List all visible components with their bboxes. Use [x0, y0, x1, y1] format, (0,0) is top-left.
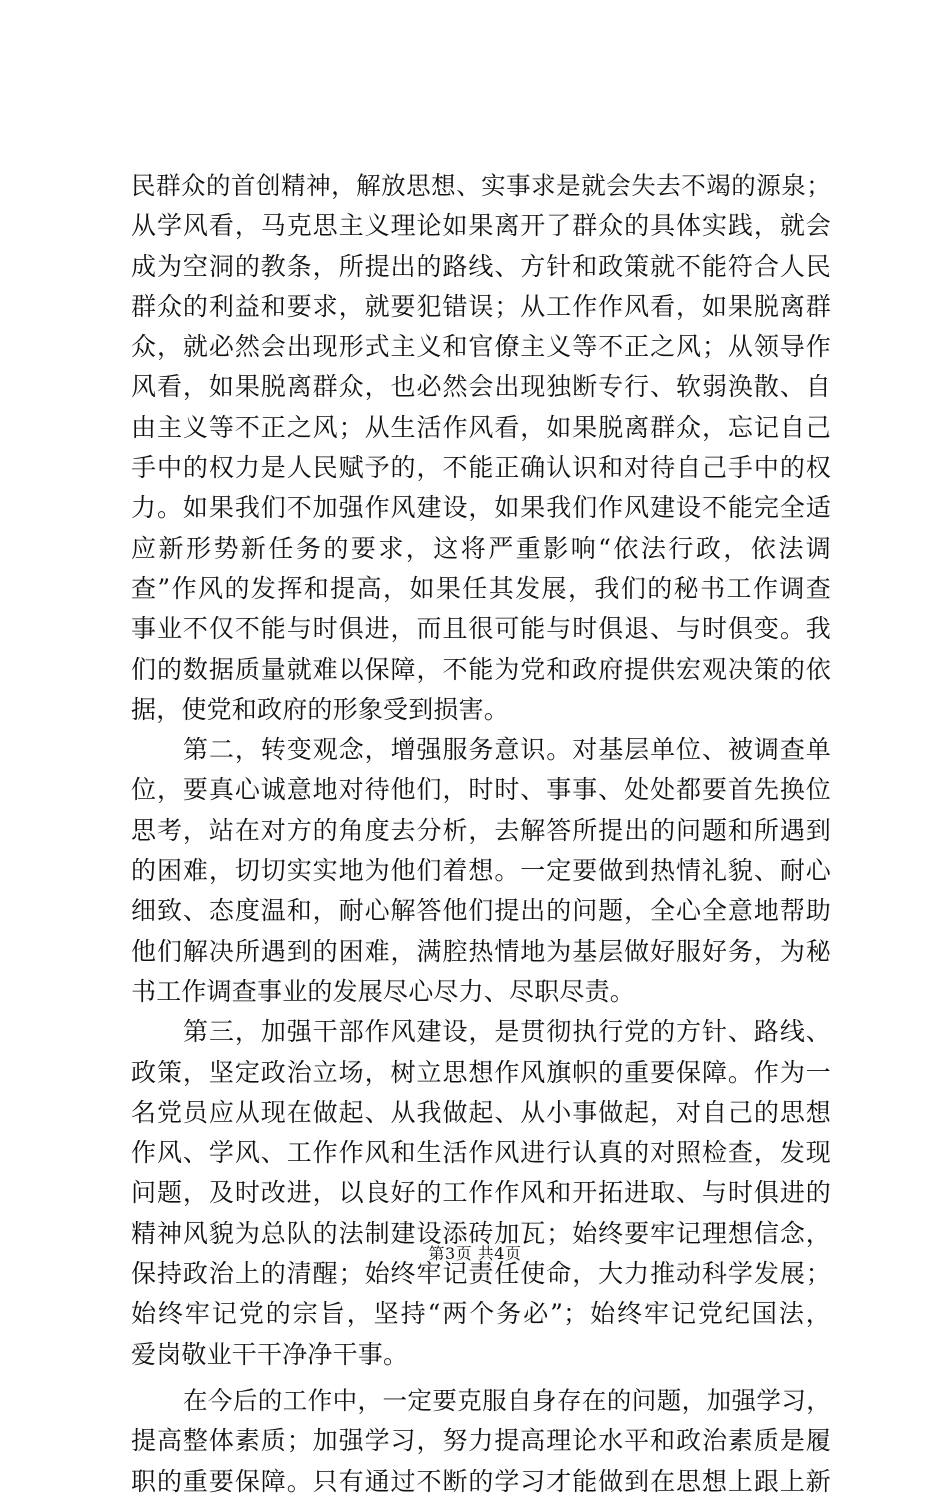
page-footer: [0, 1243, 950, 1265]
text-line: 查”作风的发挥和提高，如果任其发展，我们的秘书工作调查: [131, 573, 831, 603]
text-line: 爱岗敬业干干净净干事。: [131, 1339, 409, 1369]
text-line: 书工作调查事业的发展尽心尽力、尽职尽责。: [131, 976, 636, 1006]
text-line: 他们解决所遇到的困难，满腔热情地为基层做好服好务，为秘: [131, 936, 831, 966]
text-line: 作风、学风、工作作风和生活作风进行认真的对照检查，发现: [131, 1138, 831, 1168]
text-line: 在今后的工作中，一定要克服自身存在的问题，加强学习，: [183, 1385, 831, 1415]
text-line: 民群众的首创精神，解放思想、实事求是就会失去不竭的源泉；: [131, 171, 831, 200]
text-line: 精神风貌为总队的法制建设添砖加瓦；始终要牢记理想信念，: [131, 1218, 831, 1248]
text-line: 众，就必然会出现形式主义和官僚主义等不正之风；从领导作: [131, 332, 831, 362]
text-line: 位，要真心诚意地对待他们，时时、事事、处处都要首先换位: [131, 775, 831, 805]
text-line: 始终牢记党的宗旨，坚持“两个务必”；始终牢记党纪国法，: [131, 1299, 831, 1329]
paragraph-3: [131, 1012, 831, 1375]
page-number: 第3页 共4页: [428, 1244, 522, 1263]
text-line: 名党员应从现在做起、从我做起、从小事做起，对自己的思想: [131, 1097, 831, 1127]
text-line: 提高整体素质；加强学习，努力提高理论水平和政治素质是履: [131, 1426, 831, 1456]
text-line: 细致、态度温和，耐心解答他们提出的问题，全心全意地帮助: [131, 896, 831, 926]
text-line: 们的数据质量就难以保障，不能为党和政府提供宏观决策的依: [131, 654, 831, 684]
text-line: 应新形势新任务的要求，这将严重影响“依法行政，依法调: [131, 533, 831, 563]
text-line: 保持政治上的清醒；始终牢记责任使命，大力推动科学发展；: [131, 1259, 831, 1289]
text-line: 第二，转变观念，增强服务意识。对基层单位、被调查单: [183, 735, 831, 765]
text-line: 成为空洞的教条，所提出的路线、方针和政策就不能符合人民: [131, 251, 831, 281]
text-line: 事业不仅不能与时俱进，而且很可能与时俱退、与时俱变。我: [131, 614, 831, 644]
text-line: 据，使党和政府的形象受到损害。: [131, 694, 510, 724]
text-line: 力。如果我们不加强作风建设，如果我们作风建设不能完全适: [131, 493, 831, 523]
text-line: 问题，及时改进，以良好的工作作风和开拓进取、与时俱进的: [131, 1178, 831, 1208]
text-line: 风看，如果脱离群众，也必然会出现独断专行、软弱涣散、自: [131, 372, 831, 402]
text-line: 思考，站在对方的角度去分析，去解答所提出的问题和所遇到: [131, 815, 831, 845]
paragraph-1: [131, 166, 831, 730]
paragraph-4: [131, 1381, 831, 1502]
text-line: 政策，坚定政治立场，树立思想作风旗帜的重要保障。作为一: [131, 1057, 831, 1087]
text-line: 群众的利益和要求，就要犯错误；从工作作风看，如果脱离群: [131, 291, 831, 321]
body-text: [131, 166, 831, 1502]
text-line: 由主义等不正之风；从生活作风看，如果脱离群众，忘记自己: [131, 412, 831, 442]
text-line: 的困难，切切实实地为他们着想。一定要做到热情礼貌、耐心: [131, 856, 831, 886]
text-line: 从学风看，马克思主义理论如果离开了群众的具体实践，就会: [131, 211, 831, 241]
text-line: 职的重要保障。只有通过不断的学习才能做到在思想上跟上新: [131, 1466, 831, 1496]
paragraph-2: [131, 730, 831, 1012]
text-line: 第三，加强干部作风建设，是贯彻执行党的方针、路线、: [183, 1017, 831, 1047]
text-line: 手中的权力是人民赋予的，不能正确认识和对待自己手中的权: [131, 453, 831, 483]
